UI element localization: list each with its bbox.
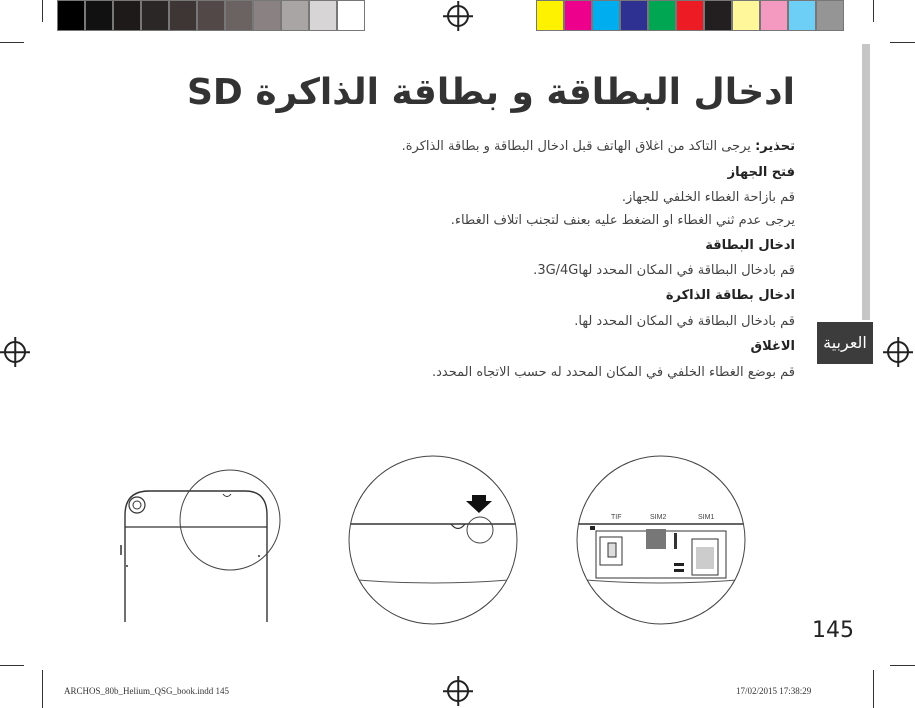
section-line: قم بوضع الغطاء الخلفي في المكان المحدد له حسب الاتجاه المحدد. xyxy=(431,365,795,380)
color-swatch xyxy=(592,0,620,31)
section-heading-open-device: فتح الجهاز xyxy=(727,165,795,180)
tif-label: TIF xyxy=(611,514,622,521)
color-swatch xyxy=(564,0,592,31)
crop-mark xyxy=(890,665,915,666)
sim2-label: SIM2 xyxy=(650,514,667,521)
gray-swatch xyxy=(141,0,169,31)
footer-filename: ARCHOS_80b_Helium_QSG_book.indd 145 xyxy=(64,686,230,696)
color-swatch xyxy=(788,0,816,31)
crop-mark xyxy=(42,670,43,708)
warning-label: تحذير: xyxy=(755,139,795,154)
color-swatch xyxy=(676,0,704,31)
section-line: قم بادخال البطاقة في المكان المحدد لها3G/4G. xyxy=(533,263,795,278)
device-back-illustration xyxy=(115,455,290,625)
registration-mark-right-icon xyxy=(887,341,909,363)
gray-swatch xyxy=(309,0,337,31)
sim-slot-illustration xyxy=(574,455,749,625)
process-color-bar xyxy=(536,0,844,31)
crop-mark xyxy=(873,0,874,22)
warning-text: يرجى التاكد من اغلاق الهاتف قبل ادخال البطاقة و بطاقة الذاكرة. xyxy=(401,139,756,154)
registration-mark-bottom-icon xyxy=(447,680,469,702)
gray-swatch xyxy=(253,0,281,31)
color-swatch xyxy=(760,0,788,31)
section-line: قم بازاحة الغطاء الخلفي للجهاز. xyxy=(621,190,795,205)
sim1-label: SIM1 xyxy=(698,514,715,521)
gray-swatch xyxy=(225,0,253,31)
page-number: 145 xyxy=(812,618,854,643)
crop-mark xyxy=(873,670,874,708)
color-swatch xyxy=(536,0,564,31)
gray-swatch xyxy=(337,0,365,31)
gray-swatch xyxy=(113,0,141,31)
color-swatch xyxy=(816,0,844,31)
grayscale-color-bar xyxy=(57,0,365,31)
footer-date: 17/02/2015 17:38:29 xyxy=(736,686,812,696)
crop-mark xyxy=(42,0,43,22)
section-line: قم بادخال البطاقة في المكان المحدد لها. xyxy=(574,314,795,329)
crop-mark xyxy=(890,42,915,43)
arrow-down-icon xyxy=(466,495,492,513)
side-margin-bar xyxy=(862,44,870,320)
registration-mark-left-icon xyxy=(4,341,26,363)
gray-swatch xyxy=(85,0,113,31)
color-swatch xyxy=(620,0,648,31)
section-line: يرجى عدم ثني الغطاء او الضغط عليه بعنف لتجنب اتلاف الغطاء. xyxy=(450,213,795,228)
section-heading-insert-sim: ادخال البطاقة xyxy=(705,238,795,253)
crop-mark xyxy=(0,42,24,43)
page-title: ادخال البطاقة و بطاقة الذاكرة SD xyxy=(187,72,795,113)
back-cover-removal-illustration xyxy=(346,455,521,625)
gray-swatch xyxy=(197,0,225,31)
color-swatch xyxy=(704,0,732,31)
crop-mark xyxy=(0,665,24,666)
language-tab: العربية xyxy=(817,322,873,364)
color-swatch xyxy=(648,0,676,31)
gray-swatch xyxy=(57,0,85,31)
gray-swatch xyxy=(169,0,197,31)
section-heading-insert-sd: ادخال بطاقة الذاكرة xyxy=(665,288,795,303)
registration-mark-top-icon xyxy=(447,5,469,27)
gray-swatch xyxy=(281,0,309,31)
section-heading-close: الاغلاق xyxy=(750,339,795,354)
warning-line xyxy=(402,139,795,154)
color-swatch xyxy=(732,0,760,31)
